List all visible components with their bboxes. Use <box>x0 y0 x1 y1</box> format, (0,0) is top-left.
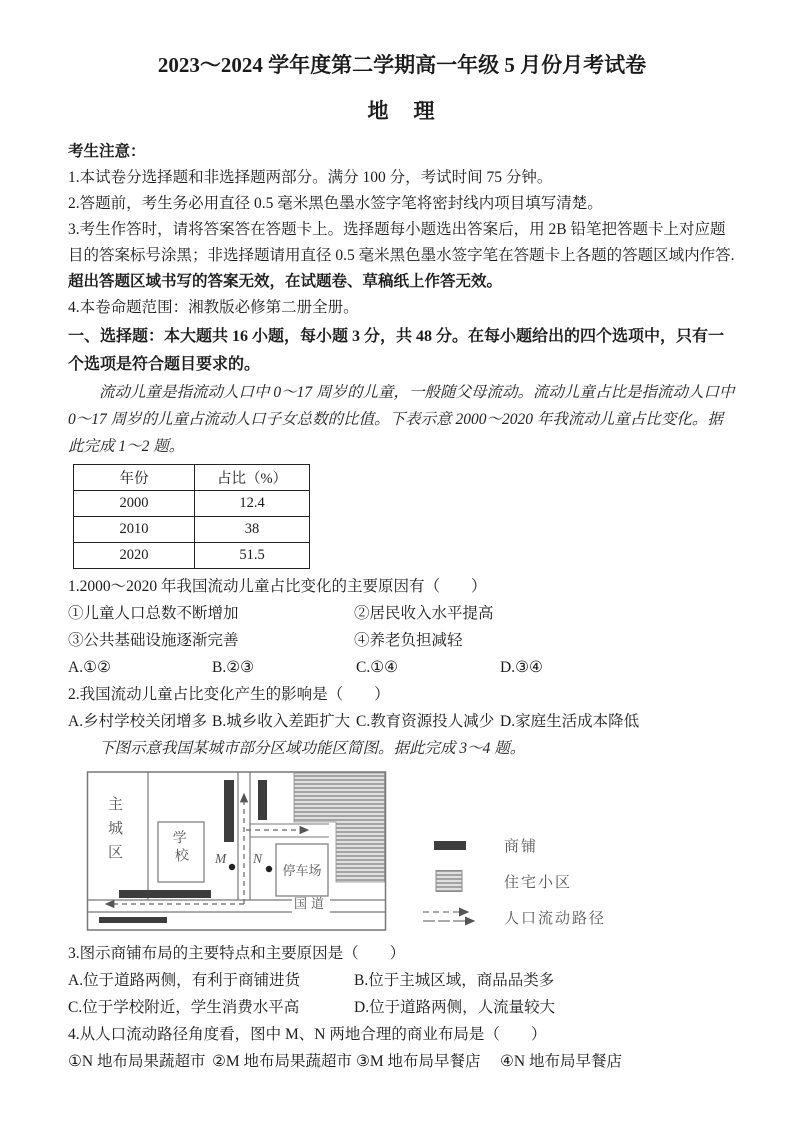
subopt-2: ②M 地布局果蔬超市 <box>212 1053 353 1071</box>
section-heading: 一、选择题：本大题共 16 小题，每小题 3 分，共 48 分。在每小题给出的四个选项中，只有一个选项是符合题目要求的。 <box>68 328 725 374</box>
legend-item-flow-path <box>422 906 606 928</box>
map-legend <box>422 770 606 930</box>
point-m-marker <box>229 864 235 870</box>
table-cell-year: 2010 <box>74 517 195 543</box>
legend-label: 商铺 <box>504 838 539 855</box>
shop-bar <box>99 917 167 923</box>
question-1-choices <box>68 654 736 681</box>
question-1-subopts-row-2 <box>68 627 736 654</box>
shop-bar <box>224 780 234 842</box>
question-3-choices-row-2 <box>68 994 736 1021</box>
passage-1: 流动儿童是指流动人口中 0～17 周岁的儿童，一般随父母流动。流动儿童占比是指流动人口中 0～17 周岁的儿童占流动人口子女总数的比值。下表示意 2000～2020 年我流动儿童占比变化。据此完成 1～2 题。 <box>68 384 735 456</box>
national-road-label: 国道 <box>294 896 329 912</box>
notice-label: 考生注意： <box>68 143 146 161</box>
choice-b: B.②③ <box>212 659 255 677</box>
school-label: 学校 <box>170 829 189 867</box>
notice-item-1: 1.本试卷分选择题和非选择题两部分。满分 100 分，考试时间 75 分钟。 <box>68 169 553 187</box>
notice-item-2: 2.答题前，考生务必用直径 0.5 毫米黑色墨水签字笔将密封线内项目填写清楚。 <box>68 195 603 213</box>
point-n-label: N <box>253 851 263 867</box>
flow-children-table <box>73 464 310 569</box>
table-row <box>74 491 310 517</box>
subopt-3: ③M 地布局早餐店 <box>356 1053 481 1071</box>
shop-swatch-icon <box>422 834 478 856</box>
table-cell-year: 2000 <box>74 491 195 517</box>
table-cell-ratio: 12.4 <box>195 491 310 517</box>
choice-a: A.乡村学校关闭增多 <box>68 713 208 731</box>
question-4-stem: 4.从人口流动路径角度看，图中 M、N 两地合理的商业布局是（ ） <box>68 1026 547 1044</box>
shop-bar <box>258 780 267 820</box>
legend-item-residential <box>422 869 606 893</box>
passage-2: 下图示意我国某城市部分区域功能区简图。据此完成 3～4 题。 <box>99 740 526 758</box>
city-map-svg <box>86 770 388 932</box>
notice-item-4: 4.本卷命题范围：湘教版必修第二册全册。 <box>68 299 359 317</box>
city-map <box>86 770 388 932</box>
table-header-year: 年份 <box>74 465 195 491</box>
subopt-4: ④养老负担减轻 <box>354 632 463 650</box>
choice-a: A.①② <box>68 659 111 677</box>
main-city-label: 主城区 <box>106 796 122 869</box>
question-3-stem: 3.图示商铺布局的主要特点和主要原因是（ ） <box>68 945 406 963</box>
legend-label: 人口流动路径 <box>504 910 607 927</box>
table-row <box>74 517 310 543</box>
point-n-marker <box>266 866 272 872</box>
question-4-subopts <box>68 1048 736 1075</box>
subopt-1: ①N 地布局果蔬超市 <box>68 1053 206 1071</box>
choice-d: D.家庭生活成本降低 <box>500 713 640 731</box>
notice-block <box>68 139 736 321</box>
notice-item-3-text: 3.考生作答时，请将答案答在答题卡上。选择题每小题选出答案后，用 2B 铅笔把答题卡上对应题目的答案标号涂黑；非选择题请用直径 0.5 毫米黑色墨水签字笔在答题卡上各题的答题区域内作答. <box>68 221 735 265</box>
notice-item-3 <box>68 217 736 295</box>
subopt-4: ④N 地布局早餐店 <box>500 1053 622 1071</box>
point-m-label: M <box>215 851 227 867</box>
subopt-2: ②居民收入水平提高 <box>354 605 494 623</box>
parking-label: 停车场 <box>282 863 322 879</box>
choice-c: C.①④ <box>356 659 399 677</box>
legend-label: 住宅小区 <box>504 874 573 891</box>
shop-bar <box>119 890 211 898</box>
choice-c: C.教育资源投人减少 <box>356 713 495 731</box>
table-cell-year: 2020 <box>74 543 195 569</box>
subopt-3: ③公共基础设施逐渐完善 <box>68 632 239 650</box>
table-header-row <box>74 465 310 491</box>
question-1-stem: 1.2000～2020 年我国流动儿童占比变化的主要原因有（ ） <box>68 578 487 596</box>
subject-title: 地 理 <box>367 99 437 124</box>
flow-path-swatch-icon <box>422 906 478 928</box>
table-cell-ratio: 38 <box>195 517 310 543</box>
exam-title: 2023～2024 学年度第二学期高一年级 5 月份月考试卷 <box>157 53 647 77</box>
subopt-1: ①儿童人口总数不断增加 <box>68 605 239 623</box>
question-2-choices <box>68 708 736 735</box>
choice-c: C.位于学校附近，学生消费水平高 <box>68 999 300 1017</box>
table-row <box>74 543 310 569</box>
legend-item-shops <box>422 834 606 856</box>
residential-swatch-icon <box>422 869 478 893</box>
city-map-figure <box>86 770 736 932</box>
choice-b: B.城乡收入差距扩大 <box>212 713 351 731</box>
table-cell-ratio: 51.5 <box>195 543 310 569</box>
question-1-subopts-row-1 <box>68 600 736 627</box>
choice-d: D.位于道路两侧，人流量较大 <box>354 999 556 1017</box>
choice-a: A.位于道路两侧，有利于商铺进货 <box>68 972 301 990</box>
choice-d: D.③④ <box>500 659 543 677</box>
choice-b: B.位于主城区域，商品品类多 <box>354 972 555 990</box>
question-3-choices-row-1 <box>68 967 736 994</box>
notice-item-3-emphasis: 超出答题区域书写的答案无效，在试题卷、草稿纸上作答无效。 <box>68 273 503 291</box>
question-2-stem: 2.我国流动儿童占比变化产生的影响是（ ） <box>68 686 390 704</box>
table-header-ratio: 占比（%） <box>195 465 310 491</box>
